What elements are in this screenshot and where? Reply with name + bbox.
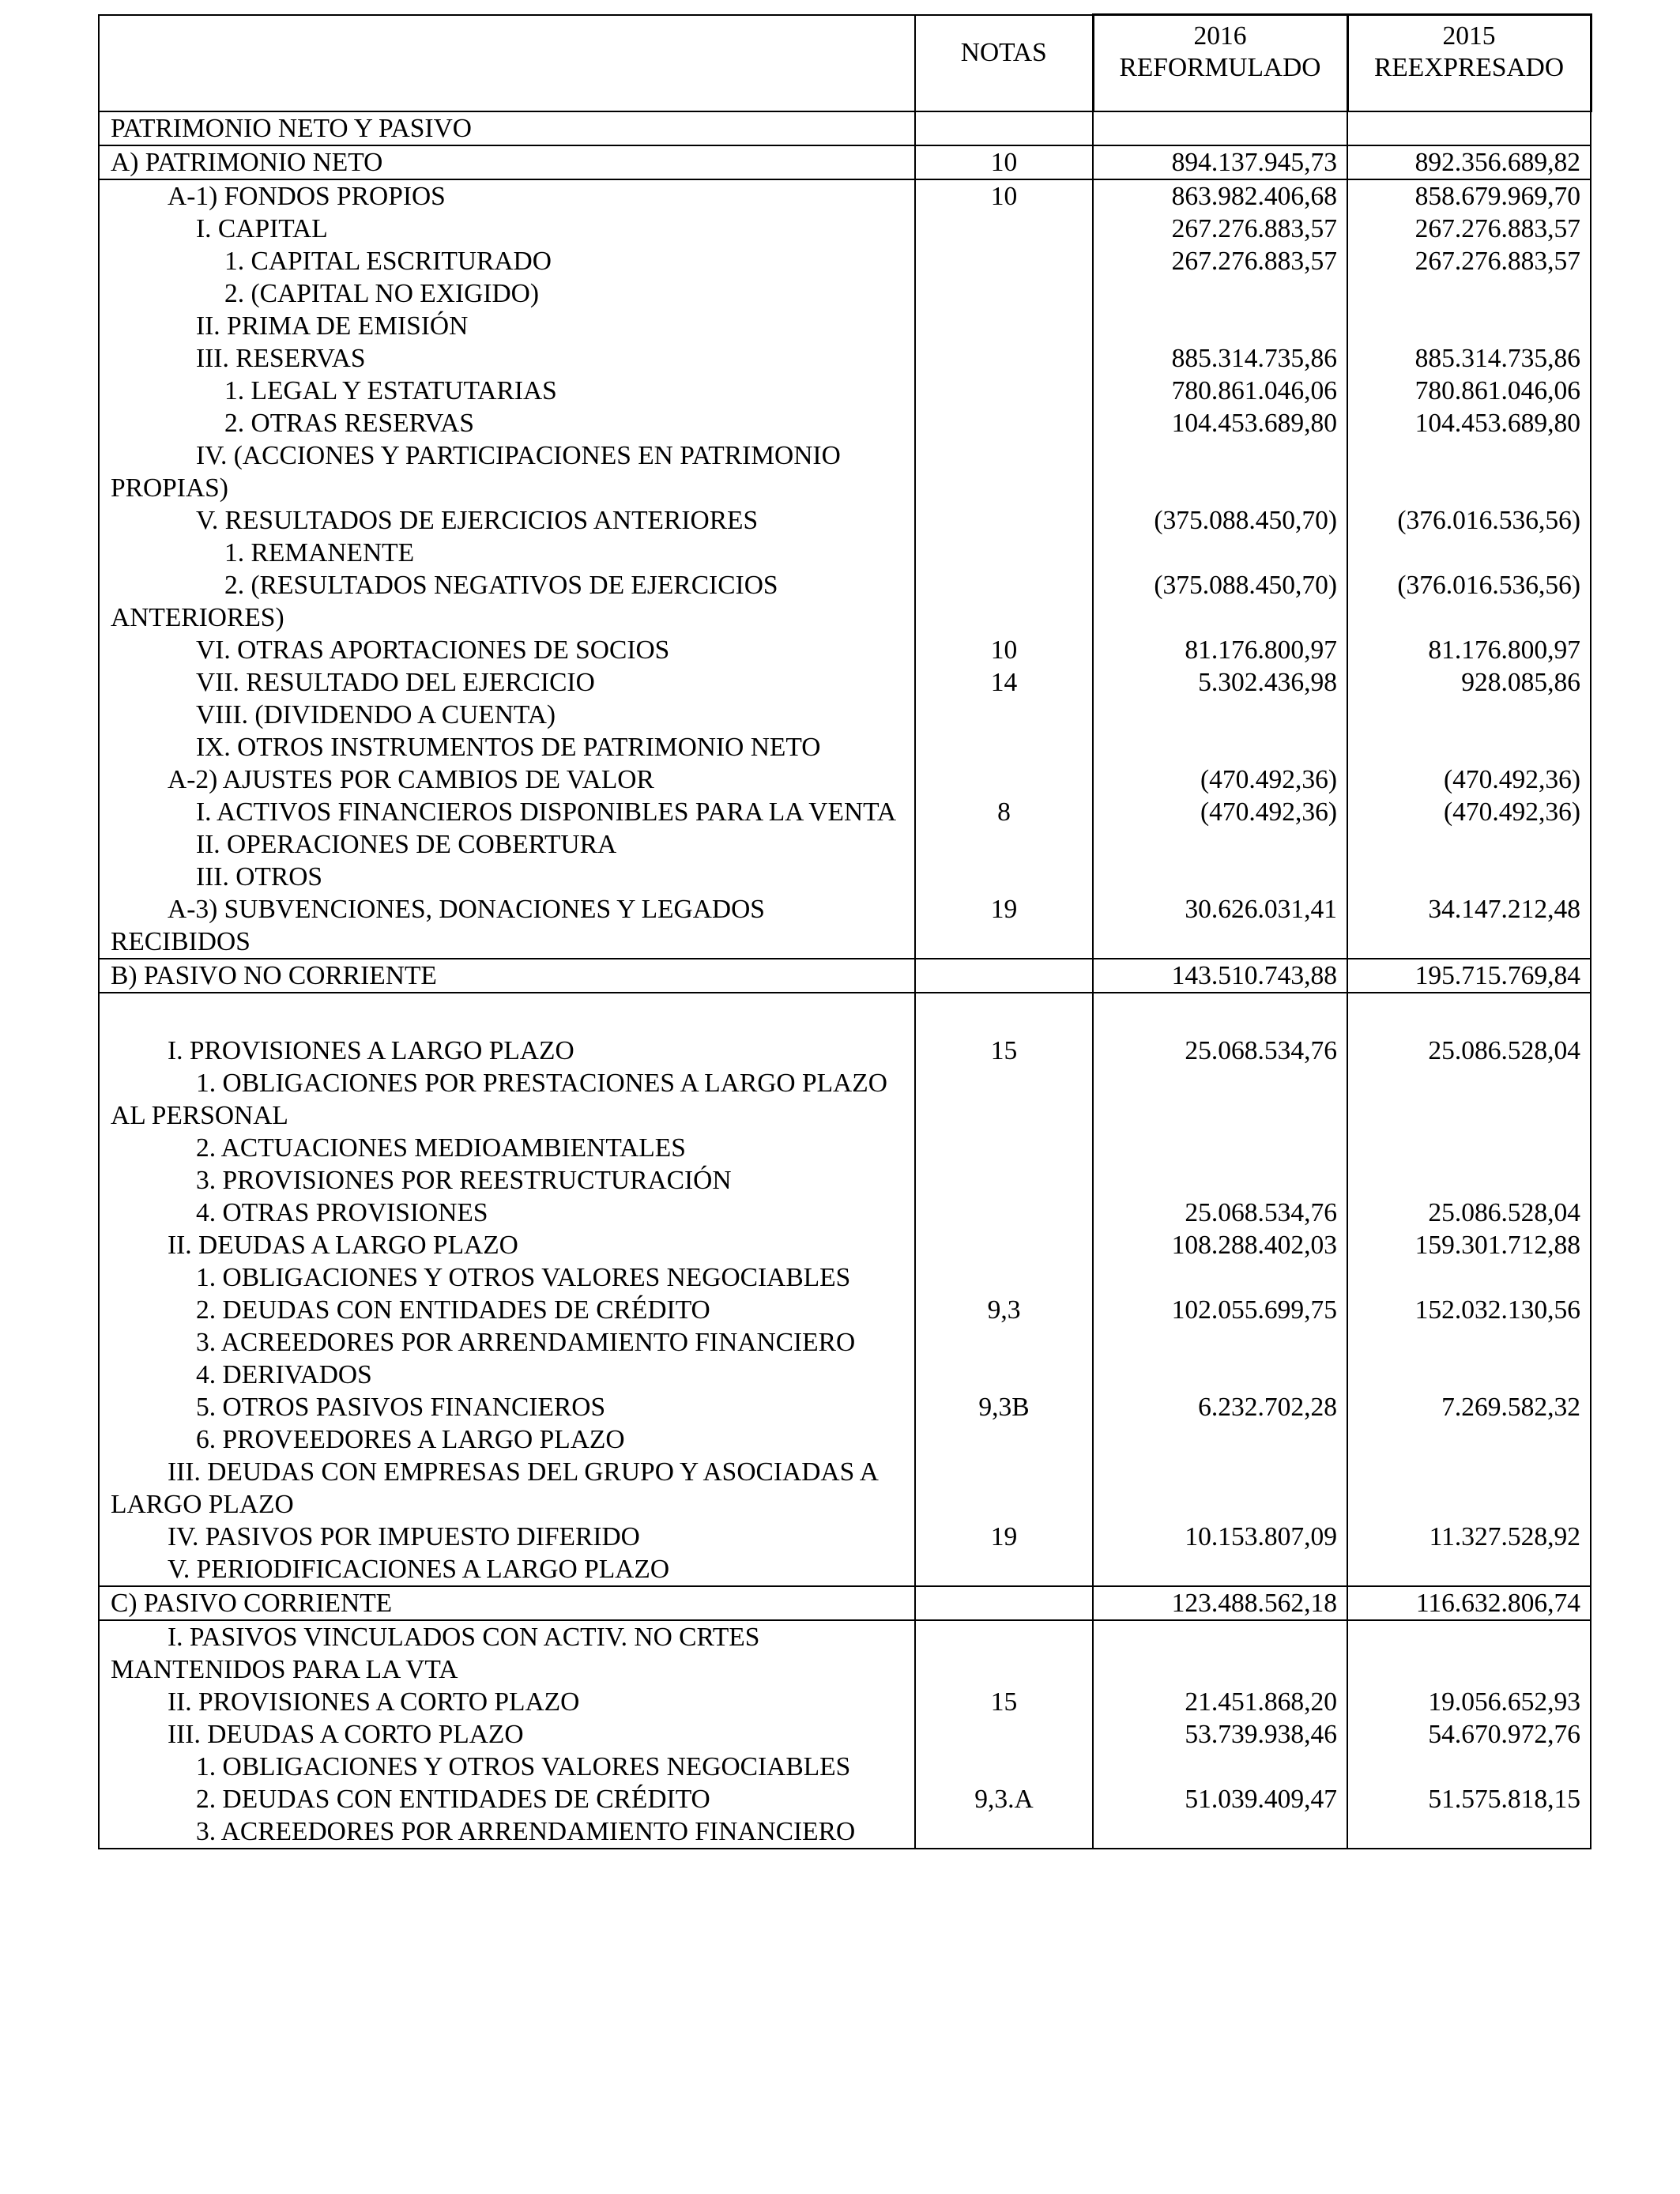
row-notas	[915, 342, 1093, 375]
row-notas: 15	[915, 1035, 1093, 1067]
row-value-2015	[1347, 1456, 1591, 1521]
row-value-2016: (375.088.450,70)	[1093, 504, 1347, 537]
row-value-2016: 863.982.406,68	[1093, 179, 1347, 213]
row-value-2016: 108.288.402,03	[1093, 1229, 1347, 1261]
row-notas	[915, 1261, 1093, 1294]
row-notas	[915, 310, 1093, 342]
header-2015	[1347, 15, 1591, 111]
table-row	[99, 213, 1591, 245]
row-label: 2. ACTUACIONES MEDIOAMBIENTALES	[99, 1132, 915, 1164]
row-notas	[915, 1132, 1093, 1164]
row-value-2015	[1347, 1326, 1591, 1359]
table-row	[99, 504, 1591, 537]
row-notas	[915, 111, 1093, 145]
row-label: III. RESERVAS	[99, 342, 915, 375]
row-notas	[915, 537, 1093, 569]
row-value-2016	[1093, 1751, 1347, 1783]
row-notas: 14	[915, 666, 1093, 699]
table-row	[99, 634, 1591, 666]
row-value-2016	[1093, 1164, 1347, 1197]
row-notas	[915, 699, 1093, 731]
row-value-2015	[1347, 699, 1591, 731]
table-row	[99, 763, 1591, 796]
row-label: 4. DERIVADOS	[99, 1359, 915, 1391]
row-notas	[915, 1423, 1093, 1456]
row-notas	[915, 1359, 1093, 1391]
row-notas	[915, 1553, 1093, 1586]
row-label: PATRIMONIO NETO Y PASIVO	[99, 111, 915, 145]
table-row	[99, 1783, 1591, 1815]
row-value-2016	[1093, 1261, 1347, 1294]
row-notas: 10	[915, 634, 1093, 666]
table-row	[99, 1553, 1591, 1586]
balance-table	[98, 13, 1592, 1849]
row-value-2016: 25.068.534,76	[1093, 1197, 1347, 1229]
row-value-2016	[1093, 1326, 1347, 1359]
row-value-2016	[1093, 1423, 1347, 1456]
row-value-2016	[1093, 861, 1347, 893]
row-value-2015	[1347, 1359, 1591, 1391]
table-row	[99, 1197, 1591, 1229]
row-label: 1. REMANENTE	[99, 537, 915, 569]
table-row	[99, 796, 1591, 828]
row-notas	[915, 731, 1093, 763]
table-row	[99, 1718, 1591, 1751]
table-row	[99, 145, 1591, 179]
table-row	[99, 407, 1591, 439]
row-value-2016: 267.276.883,57	[1093, 213, 1347, 245]
row-value-2016: 25.068.534,76	[1093, 1035, 1347, 1067]
table-row	[99, 245, 1591, 277]
row-value-2016: 5.302.436,98	[1093, 666, 1347, 699]
table-row	[99, 1391, 1591, 1423]
row-notas: 9,3B	[915, 1391, 1093, 1423]
row-value-2015: 19.056.652,93	[1347, 1686, 1591, 1718]
row-value-2016: 21.451.868,20	[1093, 1686, 1347, 1718]
row-value-2015: 81.176.800,97	[1347, 634, 1591, 666]
table-row	[99, 111, 1591, 145]
row-label: 3. ACREEDORES POR ARRENDAMIENTO FINANCIERO	[99, 1326, 915, 1359]
row-notas	[915, 504, 1093, 537]
row-value-2016: 51.039.409,47	[1093, 1783, 1347, 1815]
row-label: 2. DEUDAS CON ENTIDADES DE CRÉDITO	[99, 1294, 915, 1326]
row-value-2015	[1347, 1132, 1591, 1164]
header-row	[99, 15, 1591, 111]
row-value-2016: 30.626.031,41	[1093, 893, 1347, 959]
row-label: C) PASIVO CORRIENTE	[99, 1586, 915, 1620]
table-row	[99, 537, 1591, 569]
table-row	[99, 666, 1591, 699]
row-label: I. PROVISIONES A LARGO PLAZO	[99, 1035, 915, 1067]
row-label: 5. OTROS PASIVOS FINANCIEROS	[99, 1391, 915, 1423]
row-value-2016	[1093, 993, 1347, 1035]
row-value-2015	[1347, 993, 1591, 1035]
row-value-2016: 104.453.689,80	[1093, 407, 1347, 439]
table-row	[99, 959, 1591, 993]
row-value-2015	[1347, 310, 1591, 342]
row-value-2015	[1347, 111, 1591, 145]
table-row	[99, 861, 1591, 893]
table-row	[99, 1132, 1591, 1164]
row-value-2015: 25.086.528,04	[1347, 1197, 1591, 1229]
row-value-2016: (375.088.450,70)	[1093, 569, 1347, 634]
row-value-2016: 81.176.800,97	[1093, 634, 1347, 666]
table-row	[99, 1164, 1591, 1197]
row-notas	[915, 1326, 1093, 1359]
row-notas: 10	[915, 179, 1093, 213]
row-value-2015: (376.016.536,56)	[1347, 504, 1591, 537]
row-value-2016: 894.137.945,73	[1093, 145, 1347, 179]
row-label: I. PASIVOS VINCULADOS CON ACTIV. NO CRTES MANTENIDOS PARA LA VTA	[99, 1620, 915, 1686]
row-notas	[915, 1164, 1093, 1197]
row-value-2015	[1347, 1620, 1591, 1686]
table-row	[99, 1815, 1591, 1849]
row-value-2015: 104.453.689,80	[1347, 407, 1591, 439]
row-value-2015	[1347, 277, 1591, 310]
row-value-2016	[1093, 1620, 1347, 1686]
table-row	[99, 1686, 1591, 1718]
row-notas	[915, 213, 1093, 245]
balance-sheet	[98, 13, 1590, 2187]
row-label: IX. OTROS INSTRUMENTOS DE PATRIMONIO NETO	[99, 731, 915, 763]
row-label: 6. PROVEEDORES A LARGO PLAZO	[99, 1423, 915, 1456]
row-label: I. CAPITAL	[99, 213, 915, 245]
row-label: A) PATRIMONIO NETO	[99, 145, 915, 179]
table-row	[99, 1586, 1591, 1620]
header-2015-sub: REEXPRESADO	[1373, 53, 1565, 82]
row-notas: 9,3	[915, 1294, 1093, 1326]
row-notas	[915, 828, 1093, 861]
row-value-2015: 892.356.689,82	[1347, 145, 1591, 179]
table-row	[99, 1326, 1591, 1359]
row-label: 2. OTRAS RESERVAS	[99, 407, 915, 439]
row-value-2016	[1093, 731, 1347, 763]
row-label: 3. PROVISIONES POR REESTRUCTURACIÓN	[99, 1164, 915, 1197]
row-label: A-3) SUBVENCIONES, DONACIONES Y LEGADOS RECIBIDOS	[99, 893, 915, 959]
row-label: 1. CAPITAL ESCRITURADO	[99, 245, 915, 277]
row-value-2016: 6.232.702,28	[1093, 1391, 1347, 1423]
row-notas	[915, 1197, 1093, 1229]
row-value-2015	[1347, 537, 1591, 569]
table-row	[99, 342, 1591, 375]
row-value-2016	[1093, 310, 1347, 342]
row-notas: 8	[915, 796, 1093, 828]
row-value-2015: 54.670.972,76	[1347, 1718, 1591, 1751]
row-notas	[915, 861, 1093, 893]
table-body	[99, 111, 1591, 1849]
table-row	[99, 179, 1591, 213]
row-value-2015	[1347, 1553, 1591, 1586]
row-value-2016	[1093, 1132, 1347, 1164]
row-value-2016: 885.314.735,86	[1093, 342, 1347, 375]
row-value-2015	[1347, 1261, 1591, 1294]
row-notas	[915, 1586, 1093, 1620]
table-row	[99, 1035, 1591, 1067]
row-label: 3. ACREEDORES POR ARRENDAMIENTO FINANCIERO	[99, 1815, 915, 1849]
row-label: 2. DEUDAS CON ENTIDADES DE CRÉDITO	[99, 1783, 915, 1815]
row-notas	[915, 959, 1093, 993]
row-value-2016: 123.488.562,18	[1093, 1586, 1347, 1620]
table-row	[99, 1423, 1591, 1456]
row-value-2015	[1347, 1067, 1591, 1132]
row-value-2015: 267.276.883,57	[1347, 213, 1591, 245]
row-label	[99, 993, 915, 1035]
row-label: 4. OTRAS PROVISIONES	[99, 1197, 915, 1229]
row-value-2016	[1093, 699, 1347, 731]
row-value-2015	[1347, 1164, 1591, 1197]
row-notas: 10	[915, 145, 1093, 179]
row-value-2015	[1347, 1423, 1591, 1456]
row-value-2016	[1093, 111, 1347, 145]
row-label: 2. (RESULTADOS NEGATIVOS DE EJERCICIOS ANTERIORES)	[99, 569, 915, 634]
row-value-2015: 25.086.528,04	[1347, 1035, 1591, 1067]
row-notas	[915, 1456, 1093, 1521]
row-label: V. RESULTADOS DE EJERCICIOS ANTERIORES	[99, 504, 915, 537]
row-value-2016	[1093, 1553, 1347, 1586]
row-notas	[915, 763, 1093, 796]
row-value-2015: 780.861.046,06	[1347, 375, 1591, 407]
table-row	[99, 1067, 1591, 1132]
row-label: II. DEUDAS A LARGO PLAZO	[99, 1229, 915, 1261]
row-value-2016: 143.510.743,88	[1093, 959, 1347, 993]
row-value-2015	[1347, 1815, 1591, 1849]
table-row	[99, 828, 1591, 861]
row-notas	[915, 1229, 1093, 1261]
header-notas: NOTAS	[915, 15, 1093, 111]
row-value-2016	[1093, 1067, 1347, 1132]
row-notas: 19	[915, 1521, 1093, 1553]
table-row	[99, 1751, 1591, 1783]
row-notas	[915, 569, 1093, 634]
row-value-2015: (470.492,36)	[1347, 796, 1591, 828]
row-label: II. PROVISIONES A CORTO PLAZO	[99, 1686, 915, 1718]
table-row	[99, 375, 1591, 407]
table-row	[99, 439, 1591, 504]
row-label: III. DEUDAS CON EMPRESAS DEL GRUPO Y ASOCIADAS A LARGO PLAZO	[99, 1456, 915, 1521]
row-value-2015: 267.276.883,57	[1347, 245, 1591, 277]
row-value-2015: 885.314.735,86	[1347, 342, 1591, 375]
row-notas	[915, 1751, 1093, 1783]
row-value-2015	[1347, 439, 1591, 504]
row-value-2015: (376.016.536,56)	[1347, 569, 1591, 634]
row-value-2015: 159.301.712,88	[1347, 1229, 1591, 1261]
row-label: 1. LEGAL Y ESTATUTARIAS	[99, 375, 915, 407]
row-label: 1. OBLIGACIONES Y OTROS VALORES NEGOCIABLES	[99, 1261, 915, 1294]
row-value-2016: 780.861.046,06	[1093, 375, 1347, 407]
row-value-2015	[1347, 861, 1591, 893]
row-value-2016	[1093, 537, 1347, 569]
row-value-2016	[1093, 828, 1347, 861]
row-label: II. OPERACIONES DE COBERTURA	[99, 828, 915, 861]
table-row	[99, 1359, 1591, 1391]
row-label: I. ACTIVOS FINANCIEROS DISPONIBLES PARA LA VENTA	[99, 796, 915, 828]
table-row	[99, 1620, 1591, 1686]
header-2016-year: 2016	[1193, 21, 1247, 51]
row-notas: 19	[915, 893, 1093, 959]
row-value-2015	[1347, 828, 1591, 861]
row-value-2015: 858.679.969,70	[1347, 179, 1591, 213]
table-row	[99, 731, 1591, 763]
row-value-2016: 53.739.938,46	[1093, 1718, 1347, 1751]
table-row	[99, 699, 1591, 731]
row-notas: 9,3.A	[915, 1783, 1093, 1815]
row-value-2016	[1093, 1359, 1347, 1391]
row-value-2015: 195.715.769,84	[1347, 959, 1591, 993]
row-notas	[915, 1620, 1093, 1686]
row-notas	[915, 1718, 1093, 1751]
row-notas	[915, 439, 1093, 504]
row-notas	[915, 993, 1093, 1035]
row-label: II. PRIMA DE EMISIÓN	[99, 310, 915, 342]
row-value-2015: 116.632.806,74	[1347, 1586, 1591, 1620]
row-label: III. DEUDAS A CORTO PLAZO	[99, 1718, 915, 1751]
row-notas: 15	[915, 1686, 1093, 1718]
row-value-2016	[1093, 1456, 1347, 1521]
table-row	[99, 893, 1591, 959]
row-label: 2. (CAPITAL NO EXIGIDO)	[99, 277, 915, 310]
row-value-2015	[1347, 1751, 1591, 1783]
row-label: A-1) FONDOS PROPIOS	[99, 179, 915, 213]
row-label: III. OTROS	[99, 861, 915, 893]
row-value-2016: 267.276.883,57	[1093, 245, 1347, 277]
row-value-2016: 102.055.699,75	[1093, 1294, 1347, 1326]
table-row	[99, 569, 1591, 634]
row-notas	[915, 375, 1093, 407]
row-label: VII. RESULTADO DEL EJERCICIO	[99, 666, 915, 699]
row-value-2016: (470.492,36)	[1093, 796, 1347, 828]
row-value-2015: 7.269.582,32	[1347, 1391, 1591, 1423]
row-value-2016: 10.153.807,09	[1093, 1521, 1347, 1553]
table-row	[99, 1456, 1591, 1521]
row-notas	[915, 1815, 1093, 1849]
row-notas	[915, 277, 1093, 310]
row-value-2015: 51.575.818,15	[1347, 1783, 1591, 1815]
row-value-2016	[1093, 1815, 1347, 1849]
row-label: 1. OBLIGACIONES Y OTROS VALORES NEGOCIABLES	[99, 1751, 915, 1783]
row-value-2015: 34.147.212,48	[1347, 893, 1591, 959]
table-row	[99, 993, 1591, 1035]
row-value-2016	[1093, 277, 1347, 310]
header-label-cell	[99, 15, 915, 111]
row-value-2015	[1347, 731, 1591, 763]
row-label: B) PASIVO NO CORRIENTE	[99, 959, 915, 993]
row-notas	[915, 1067, 1093, 1132]
row-value-2016: (470.492,36)	[1093, 763, 1347, 796]
row-label: A-2) AJUSTES POR CAMBIOS DE VALOR	[99, 763, 915, 796]
table-row	[99, 310, 1591, 342]
row-label: 1. OBLIGACIONES POR PRESTACIONES A LARGO PLAZO AL PERSONAL	[99, 1067, 915, 1132]
row-value-2016	[1093, 439, 1347, 504]
table-row	[99, 1229, 1591, 1261]
table-row	[99, 277, 1591, 310]
row-value-2015: 152.032.130,56	[1347, 1294, 1591, 1326]
header-2016-sub: REFORMULADO	[1119, 53, 1321, 82]
row-label: IV. (ACCIONES Y PARTICIPACIONES EN PATRIMONIO PROPIAS)	[99, 439, 915, 504]
header-2016	[1093, 15, 1347, 111]
row-notas	[915, 245, 1093, 277]
row-notas	[915, 407, 1093, 439]
header-2015-year: 2015	[1442, 21, 1496, 51]
table-row	[99, 1521, 1591, 1553]
row-label: V. PERIODIFICACIONES A LARGO PLAZO	[99, 1553, 915, 1586]
row-value-2015: 928.085,86	[1347, 666, 1591, 699]
row-label: IV. PASIVOS POR IMPUESTO DIFERIDO	[99, 1521, 915, 1553]
row-value-2015: (470.492,36)	[1347, 763, 1591, 796]
row-label: VIII. (DIVIDENDO A CUENTA)	[99, 699, 915, 731]
row-label: VI. OTRAS APORTACIONES DE SOCIOS	[99, 634, 915, 666]
row-value-2015: 11.327.528,92	[1347, 1521, 1591, 1553]
table-row	[99, 1261, 1591, 1294]
table-row	[99, 1294, 1591, 1326]
